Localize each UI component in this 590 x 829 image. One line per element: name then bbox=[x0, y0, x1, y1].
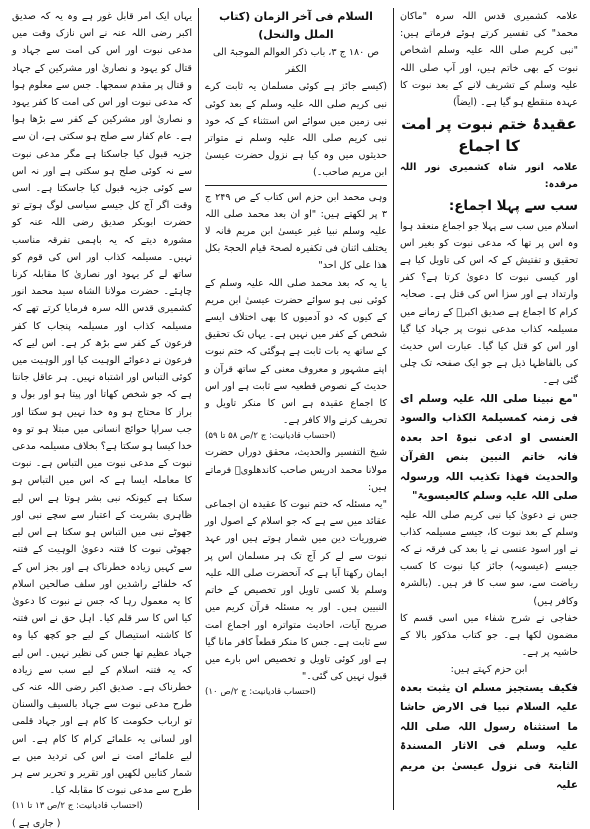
middle-paragraph-3: یا یہ کہ بعد محمد صلی اللہ علیہ وسلم کے کوئی نبی ہو سوائے حضرت عیسیٰ ابن مریم کے کیوں کہ دو آدمیوں کا بھی اختلاف ایسے شخص کے کفر میں نہیں ہے۔ یہاں تک تحقیق کے ساتھ یہ بات ثابت ہے ہوگئی کہ ختم نبوت اپنے مشہور و معروف معنی کے ساتھ قرآن و حدیث کے نصوص قطعیہ سے ثابت ہے اور اس کا اجماع عقیدہ ہے اس کا منکر تاویل و تحریف کرنے والا کافر ہے۔ bbox=[205, 277, 387, 427]
intro-paragraph-1: علامہ کشمیری قدس اللہ سرہ "ماکان محمد" کی تفسیر کرتے ہوئے فرماتے ہیں: "نبی کریم صلی اللہ علیہ وسلم اشخاص نبوت کے بھی خاتم ہیں، اور آپ صلی اللہ علیہ وسلم کے تشریف لانے کے بعد نبوت کا عہدہ منقطع ہو گیا ہے۔ (ایضاً) bbox=[400, 11, 578, 109]
left-reference-1: (احتساب قادیانیت: ج ۲/ص ۱۳ تا ۱۱) bbox=[12, 801, 143, 812]
intro-paragraph-2: علامہ انور شاہ کشمیری نور اللہ مرقدہ: bbox=[400, 162, 578, 191]
right-paragraph-1: اسلام میں سب سے پہلا جو اجماع منعقد ہوا وہ اس پر تھا کہ مدعی نبوت کو بغیر اس تحقیق و تفتیش کے کہ اس کی تاویل کیا ہے اور کیسی نبوت کا دعویٰ کرتا ہے؟ کفر وارتداد ہے اور سزا اس کی قتل ہے۔ صحابہ کرام کا اجماع ہے صدیق اکبرؓ کے زمانے میں مسیلمہ کذاب مدعی نبوت پر جہاد کیا گیا اور اس کو قتل کیا گیا۔ عبارت اس حدیث کی بالفاظہا ذیل ہے جو ایک صفحہ تک چلی گئی ہے۔ bbox=[400, 220, 578, 387]
right-paragraph-3: خفاجی نے شرح شفاء میں اسی قسم کا مضمون لکھا ہے۔ جو کتاب مذکور بالا کے حاشیہ پر ہے۔ bbox=[400, 612, 578, 659]
right-paragraph-4: ابن حزم کہتے ہیں: bbox=[450, 664, 528, 676]
middle-title: السلام فی آخر الزمان (کتاب الملل والنحل) bbox=[219, 10, 373, 41]
right-column bbox=[394, 8, 584, 810]
arabic-quote-2: فکیف یستجیز مسلم ان یثبت بعدہ علیہ السلام نبیا فی الارض حاشا ما استثناہ رسول اللہ صلی اللہ علیہ وسلم فی الاثار المسندۃ الثابتۃ فی نزول عیسیٰ بن مریم علیہ bbox=[400, 681, 578, 792]
middle-reference-3: (احتساب قادیانیت: ج ۲/ص ۱۰) bbox=[205, 687, 316, 698]
middle-paragraph-5: "یہ مسئلہ کہ ختم نبوت کا عقیدہ ان اجماعی عقائد میں سے ہے کہ جو اسلام کے اصول اور ضروریات دین میں شمار ہوتے ہیں اور عہد نبوت سے لے کر آج تک ہر مسلمان اس پر ایمان رکھتا آیا ہے کہ آنحضرت صلی اللہ علیہ وسلم بلا کسی تاویل اور تخصیص کے خاتم النبیین ہیں۔ اور یہ مسئلہ قرآن کریم میں صریح آیات، احادیث متواترہ اور اجماع امت سے ثابت ہے۔ جس کا منکر قطعاً کافر مانا گیا ہے اور کوئی تاویل و تخصیص اس بارے میں قبول نہیں کی گئی۔" bbox=[205, 499, 387, 683]
right-paragraph-2: جس نے دعویٰ کیا نبی کریم صلی اللہ علیہ وسلم کے بعد نبوت کا، جیسے مسیلمہ کذاب نے اور اسود عنسی نے یا بعد کی فرقہ نے کہ جیسے (عیسویہ) جائز کیا نبوت کا کسب ریاضت سے، سو سب کا فر ہیں۔ (بالشرہ وکافر ہیں) bbox=[400, 509, 578, 607]
middle-paragraph-1: (کیسے جائز ہے کوئی مسلمان یہ ثابت کرے نبی کریم صلی اللہ علیہ وسلم کے بعد کوئی نبی زمین میں سوائے اس استثناء کے کہ خود نبی کریم صلی اللہ علیہ وسلم نے متواتر حدیثوں میں وہ کیا ہے نزول حضرت عیسیٰ ابن مریم صاحب۔) bbox=[205, 81, 387, 179]
left-column bbox=[6, 8, 198, 829]
middle-column bbox=[198, 8, 394, 810]
middle-reference-1: ص ۱۸۰ ج ۳، باب ذکر العوالم الموجبۃ الی الکفر bbox=[213, 47, 379, 76]
middle-reference-2: (احتساب قادیانیت: ج ۲/ص ۵۸ تا ۵۹) bbox=[205, 431, 336, 442]
divider bbox=[205, 185, 387, 186]
left-paragraph-1: یہاں ایک امر قابل غور ہے وہ یہ کہ صدیق اکبر رضی اللہ عنہ نے اس نازک وقت میں مدعی نبوت اور اس کی امت سے جہاد و قتال کو یہود و نصاریٰ اور مشرکین کے جہاد و قتال پر مقدم سمجھا۔ جس سے معلوم ہوا کہ مدعی نبوت اور اس کی امت کا کفر یہود و نصاریٰ اور مشرکین کے کفر سے بڑھا ہوا ہے۔ عام کفار سے صلح ہو سکتی ہے، ان سے جزیہ قبول کیا جاسکتا ہے مگر مدعی نبوت سے نہ کوئی صلح ہو سکتی ہے اور نہ اس سے کوئی جزیہ قبول کیا جاسکتا ہے۔ اسی وقت اگر آج کل جیسے سیاسی لوگ ہوتے تو حضرت ابوبکر صدیق رضی اللہ عنہ کو مشورہ دیتے کہ یہ باہمی تفرقہ مناسب نہیں۔ مسیلمہ کذاب اور اس کی قوم کو ساتھ لے کر یہود اور نصاریٰ کا مقابلہ کرنا چاہئے۔ حضرت مولانا الشاہ سید محمد انور کشمیری قدس اللہ سرہ فرمایا کرتے تھے کہ مسیلمہ کذاب اور مسیلمہ پنجاب کا کفر فرعون کے کفر سے بڑھ کر ہے۔ اس لیے کہ فرعون نے دعوائے الوہیت کیا اور الوہیت میں کوئی التباس اور اشتباہ نہیں۔ ہر عاقل جانتا ہے کہ جو شخص کھاتا اور پیتا ہو اور بول و براز کا محتاج ہو وہ خدا نہیں ہو سکتا اور جب سراپا حوائج انسانی میں مبتلا ہو تو وہ خدا کیسا ہو سکتا ہے؟ بخلاف مسیلمہ مدعی نبوت کے مدعی نبوت میں التباس ہے۔ نبوت کا معاملہ ایسا ہے کہ اس میں التباس ہو سکتا ہے کیونکہ نبی بشر ہوتا ہے اس لیے ظاہری بشریت کے اعتبار سے سچے نبی اور جھوٹے نبی میں التباس ہو سکتا ہے اس لیے جھوٹی نبوت کا فتنہ دعویٰ الوہیت کے فتنہ سے کہیں زیادہ خطرناک ہے اور بجز اس کے کہ خلفائے راشدین اور سلف صالحین اسلام کا یہ معمول رہا کہ جس نے نبوت کا دعویٰ کیا اس کا سر قلم کیا۔ اہل حق نے اس فتنہ کا کاشتہ استیصال کے لیے جو کچھ کیا وہ جہاد عظیم تھا جس کی نظیر نہیں۔ اس لیے کہ یہ فتنہ اسلام کے لیے سب سے زیادہ خطرناک ہے۔ صدیق اکبر رضی اللہ عنہ کی طرح مدعی نبوت سے جہاد بالسیف والسنان تو ارباب حکومت کا کام ہے اور جہاد قلمی اور لسانی یہ علمائے کرام کا کام ہے۔ اس لیے علمائے امت نے اس کی تردید میں بے شمار کتابیں لکھیں اور تقریر و تحریر سے ہر طرح سے مدعی نبوت کا مقابلہ کیا۔ bbox=[12, 11, 192, 797]
middle-paragraph-4: شیخ التفسیر والحدیث، محقق دوراں حضرت مولانا محمد ادریس صاحب کاندھلویؒ فرماتے ہیں: bbox=[205, 447, 387, 493]
subheading-first-ijma: سب سے پہلا اجماع: bbox=[448, 197, 578, 214]
arabic-quote-1: "مع نبینا صلی اللہ علیہ وسلم ای فی زمنہ کمسیلمۃ الکذاب والسود العنسی او ادعی نبوۃ احد بعدہ فانہ خاتم النبین بنص القرآن والحدیث فھذا تکذیب اللہ ورسولہ صلی اللہ علیہ وسلم کالعیسویۃ" bbox=[400, 392, 578, 503]
section-heading: عقیدۂ ختم نبوت پر امت کا اجماع bbox=[401, 115, 577, 156]
middle-paragraph-2: وہی محمد ابن حزم اس کتاب کے ص ۲۴۹ ج ۳ پر لکھتے ہیں: "او ان بعد محمد صلی اللہ علیہ وسلم نبیا غیر عیسیٰ ابن مریم فانہ لا یختلف اثنان فی تکفیرہ لصحۃ قیام الحجۃ بکل ھذا علی کل احد" bbox=[205, 191, 387, 272]
continued-label: ( جاری ہے ) bbox=[12, 818, 61, 829]
